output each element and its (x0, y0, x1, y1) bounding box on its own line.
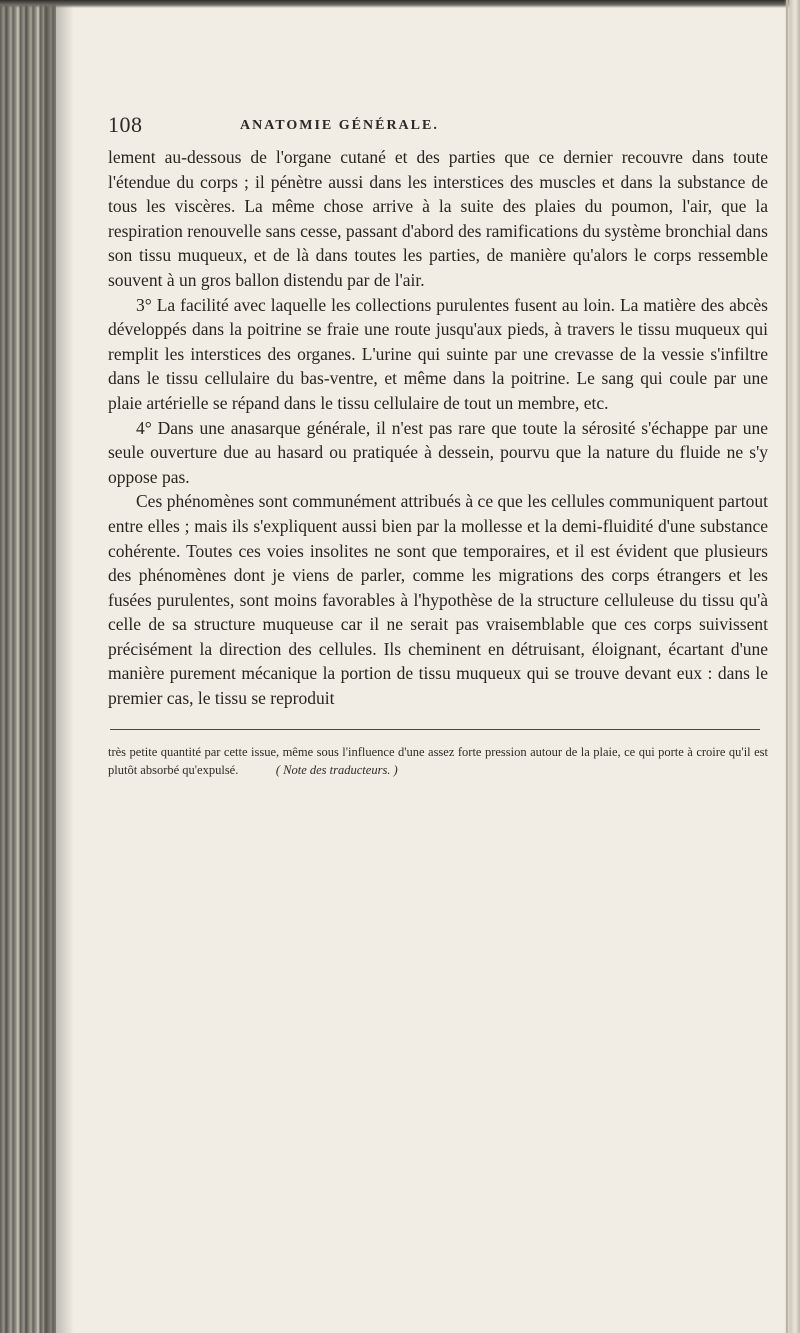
body-text (108, 145, 768, 711)
running-head (108, 112, 758, 142)
binding-shadow (44, 0, 74, 1333)
footnote-paragraph (108, 743, 768, 779)
right-edge-line (786, 0, 788, 1333)
footnote-credit: ( Note des traducteurs. ) (275, 763, 398, 778)
paragraph-point-3: 3° La facilité avec laquelle les collections purulentes fusent au loin. La matière des abcès développés dans la poitrine se fraie une route jusqu'aux pieds, à travers le tissu muqueux qui remplit les interstices des organes. L'urine qui suinte par une crevasse de la vessie s'infiltre dans le tissu cellulaire du bas-ventre, et même dans la poitrine. Le sang qui coule par une plaie artérielle se répand dans le tissu cellulaire de tout un membre, etc. (108, 294, 768, 413)
top-page-edge (0, 0, 800, 8)
paragraph-point-4: 4° Dans une anasarque générale, il n'est pas rare que toute la sérosité s'échappe par une seule ouverture due au hasard ou pratiquée à dessein, pourvu que la nature du fluide ne s'y oppose pas. (108, 417, 768, 487)
paragraph-phenomena: Ces phénomènes sont communément attribués à ce que les cellules communiquent partout entre elles ; mais ils s'expliquent aussi bien par la mollesse et la demi-fluidité d'une substance cohérente. Toutes ces voies insolites ne sont que temporaires, et il est évident que plusieurs des phénomènes dont je viens de parler, comme les migrations des corps étrangers et les fusées purulentes, sont moins favorables à l'hypothèse de la structure celluleuse du tissu qu'à celle de sa structure muqueuse car il ne serait pas vraisemblable que ces corps suivissent précisément la direction des cellules. Ils cheminent en détruisant, éloignant, écartant d'une manière purement mécanique la portion de tissu muqueux qui se trouve devant eux : dans le premier cas, le tissu se reproduit (108, 491, 768, 709)
header-title: ANATOMIE GÉNÉRALE. (240, 118, 439, 133)
footnote-text: très petite quantité par cette issue, même sous l'influence d'une assez forte pression autour de la plaie, ce qui porte à croire qu'il est plutôt absorbé qu'expulsé. (108, 745, 768, 778)
footnote (108, 743, 768, 779)
footnote-rule (110, 729, 760, 730)
paragraph-continuation: lement au-dessous de l'organe cutané et des parties que ce dernier recouvre dans toute l'étendue du corps ; il pénètre aussi dans les interstices des muscles et dans la substance de tous les viscères. La même chose arrive à la suite des plaies du poumon, l'air, que la respiration renouvelle sans cesse, passant d'abord des ramifications du système bronchial dans son tissu muqueux, et de là dans toutes les parties, de manière qu'alors le corps ressemble souvent à un gros ballon distendu par de l'air. (108, 147, 768, 290)
page-number: 108 (108, 112, 143, 137)
